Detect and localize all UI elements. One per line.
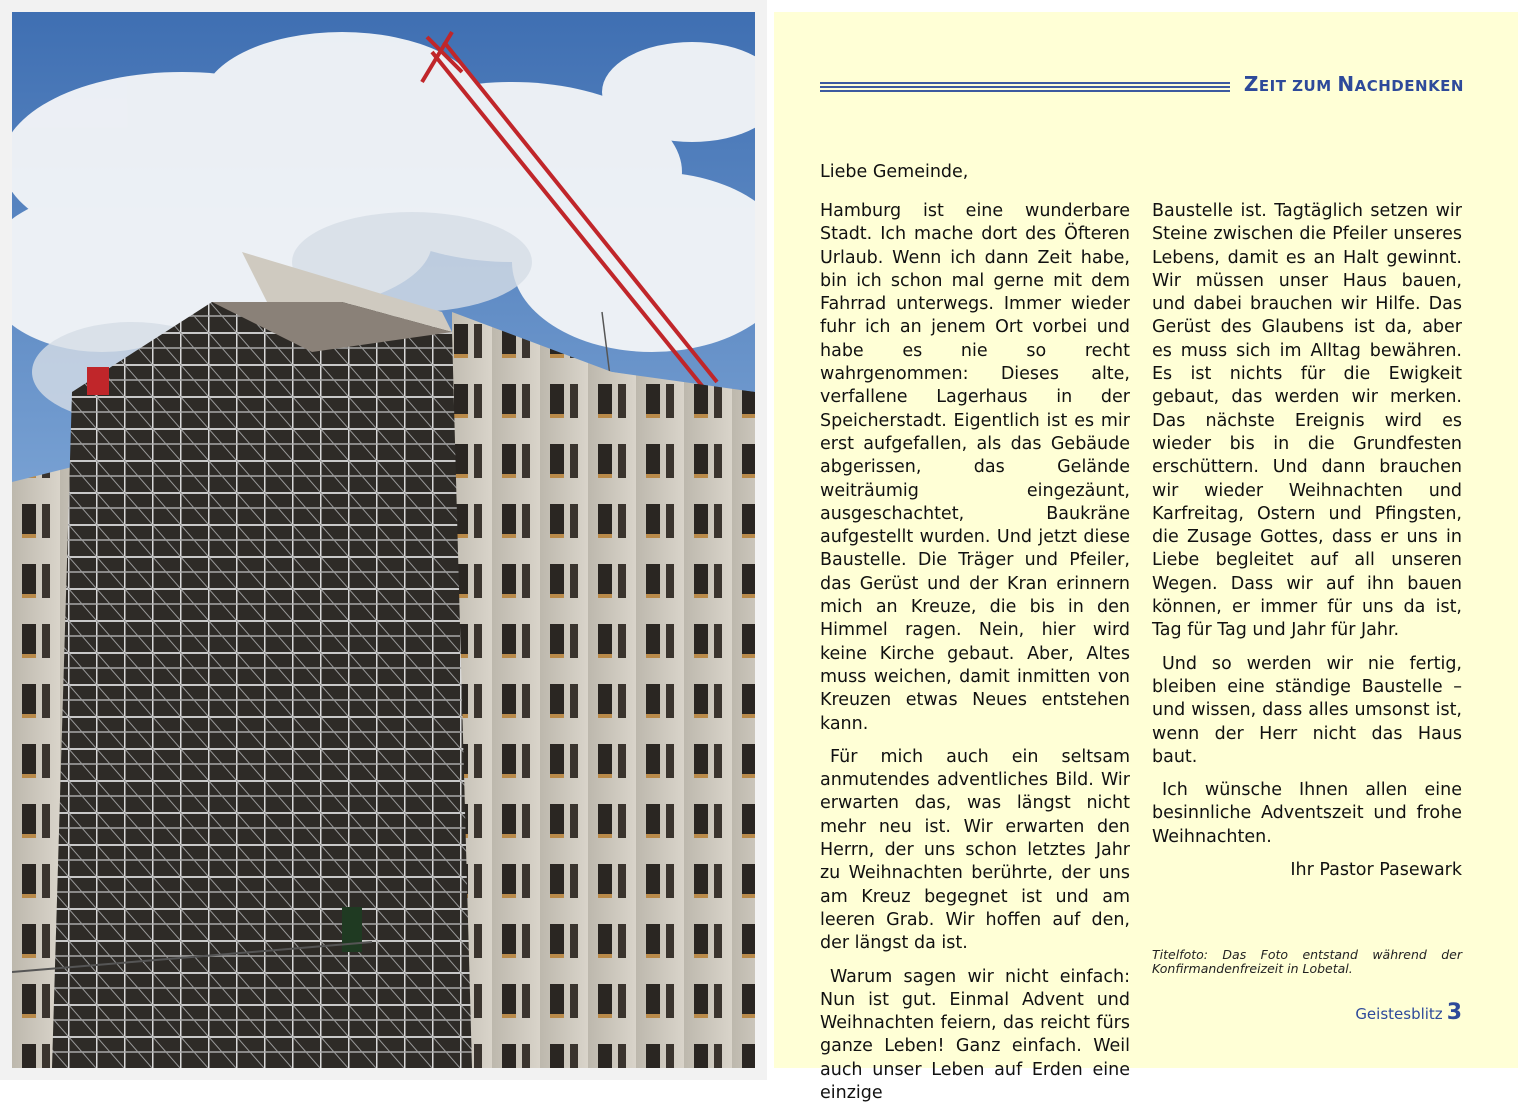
left-page	[0, 0, 767, 1080]
paragraph: Für mich auch ein seltsam anmutendes adventliches Bild. Wir erwarten das, was längst nicht mehr neu ist. Wir erwarten den Herrn, der uns schon letztes Jahr zu Weihnachten berührte, der uns am Kreuz begegnet ist und am leeren Grab. Wir hoffen auf den, der längst da ist.	[820, 746, 1130, 954]
cover-photo	[12, 12, 755, 1068]
title-part-eit: EIT ZUM	[1258, 77, 1338, 95]
paragraph: Baustelle ist. Tagtäglich setzen wir Steine zwischen die Pfeiler unseres Lebens, damit es an Halt gewinnt. Wir müssen unser Haus bauen, und dabei brauchen wir Hilfe. Das Gerüst des Glaubens ist da, aber es muss sich im Alltag bewähren. Es ist nichts für die Ewigkeit gebaut, das werden wir merken. Das nächste Ereignis wird es wieder bis in die Grundfesten erschüttern. Und dann brauchen wir wieder Weihnachten und Karfreitag, Ostern und Pfingsten, die Zusage Gottes, dass er uns in Liebe begleitet auf all unseren Wegen. Dass wir auf ihn bauen können, er immer für uns da ist, Tag für Tag und Jahr für Jahr.	[1152, 201, 1462, 641]
publication-name: Geistesblitz	[1355, 1005, 1443, 1023]
paragraph: Und so werden wir nie fertig, bleiben eine ständige Baustelle – und wissen, dass alles umsonst ist, wenn der Herr nicht das Haus baut.	[1152, 653, 1462, 767]
paragraph: Warum sagen wir nicht einfach: Nun ist gut. Einmal Advent und Weihnachten feiern, das reicht fürs ganze Leben! Ganz einfach. Weil auch unser Leben auf Erden eine einzige	[820, 966, 1130, 1103]
header-rule	[820, 82, 1230, 94]
signature: Ihr Pastor Pasewark	[1290, 860, 1462, 881]
title-part-achdenken: ACHDENKEN	[1354, 77, 1464, 95]
text-column-right	[1152, 200, 1462, 892]
section-title	[1234, 72, 1464, 96]
paragraph: Hamburg ist eine wunderbare Stadt. Ich mache dort des Öfteren Urlaub. Wenn ich dann Zeit habe, bin ich schon mal gerne mit dem Fahrrad unterwegs. Immer wieder fuhr ich an jenem Ort vorbei und habe es nie so recht wahrgenommen: Dieses alte, verfallene Lagerhaus in der Speicherstadt. Eigentlich ist es mir erst aufgefallen, als das Gebäude abgerissen, das Gelände weiträumig eingezäunt, ausgeschachtet, Baukräne aufgestellt wurden. Und jetzt diese Baustelle. Die Träger und Pfeiler, das Gerüst und der Kran erinnern mich an Kreuze, die bis in den Himmel ragen. Nein, hier wird keine Kirche gebaut. Aber, Altes muss weichen, damit inmitten von Kreuzen etwas Neues entstehen kann.	[820, 201, 1130, 734]
right-page	[774, 12, 1518, 1103]
paragraph: Ich wünsche Ihnen allen eine besinnliche Adventszeit und frohe Weihnachten.	[1152, 780, 1462, 847]
greeting: Liebe Gemeinde,	[820, 162, 969, 182]
page-footer	[1355, 1000, 1462, 1025]
title-letter-n: N	[1337, 72, 1355, 96]
photo-caption: Titelfoto: Das Foto entstand während der Konfirmandenfreizeit in Lobetal.	[1152, 947, 1462, 976]
title-letter-z: Z	[1243, 72, 1259, 96]
text-column-left	[820, 200, 1130, 1115]
page-number: 3	[1446, 1000, 1462, 1025]
